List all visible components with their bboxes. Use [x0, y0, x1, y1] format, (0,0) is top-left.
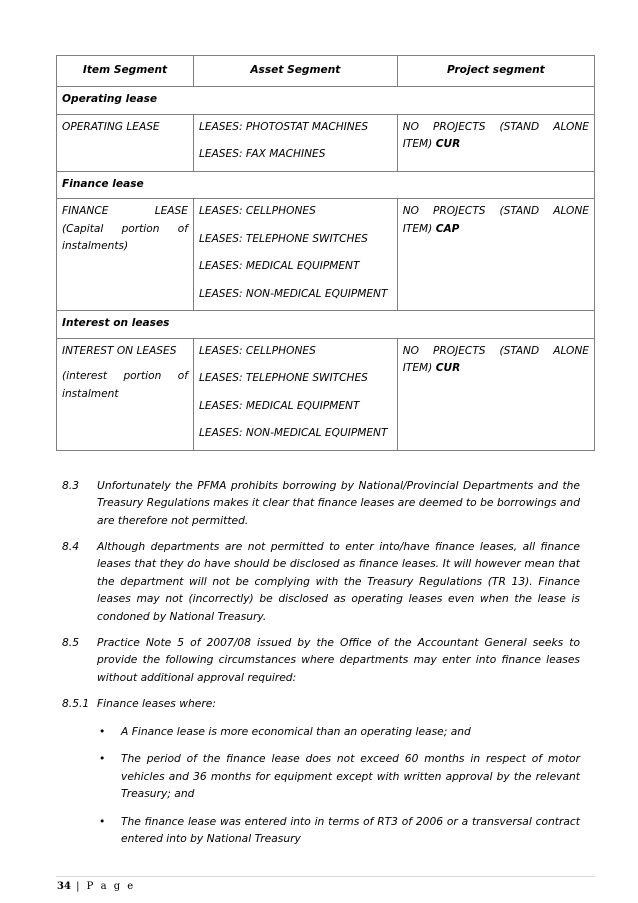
paragraph-8-5 [62, 634, 580, 686]
page-label: P a g e [86, 881, 136, 892]
list-item [97, 813, 580, 848]
bullet-icon: • [99, 814, 106, 828]
group-row-operating-lease [57, 87, 595, 114]
list-item [97, 750, 580, 802]
paragraph-8-5-1 [62, 695, 580, 712]
bullet-list [97, 723, 580, 857]
paragraph-8-4 [62, 538, 580, 625]
paragraph-text: Practice Note 5 of 2007/08 issued by the Office of the Accountant General seeks to provide the following circumstances where departments may enter into finance leases without additional approval required: [97, 636, 580, 684]
group-title: Operating lease [57, 87, 595, 114]
header-project-segment: Project segment [397, 56, 594, 87]
project-cell [397, 199, 594, 311]
project-cell [397, 338, 594, 450]
asset-item: LEASES: CELLPHONES [198, 344, 316, 357]
bullet-icon: • [99, 752, 106, 766]
asset-item: LEASES: MEDICAL EQUIPMENT [198, 260, 360, 273]
bullet-icon: • [99, 725, 106, 738]
asset-item: LEASES: CELLPHONES [198, 205, 316, 218]
footer-separator: | [76, 881, 82, 892]
asset-item: LEASES: PHOTOSTAT MACHINES [198, 120, 369, 133]
page-footer [57, 881, 135, 892]
paragraph-8-3 [62, 477, 580, 529]
paragraph-text: Finance leases where: [97, 697, 216, 710]
asset-item: LEASES: TELEPHONE SWITCHES [198, 372, 368, 385]
table-header-row [57, 56, 595, 87]
segment-table [56, 55, 595, 451]
project-text: NO PROJECTS (STAND ALONE ITEM) [402, 205, 589, 235]
item-subtext: (interest portion of instalment [62, 370, 188, 400]
table-row [57, 338, 595, 450]
item-cell [57, 338, 194, 450]
item-text: FINANCE LEASE [62, 205, 188, 218]
group-row-interest-on-leases [57, 311, 595, 338]
paragraph-number: 8.5 [62, 636, 79, 649]
table-row [57, 114, 595, 171]
project-code: CUR [435, 138, 461, 151]
project-code: CAP [435, 222, 460, 235]
paragraph-number: 8.4 [62, 540, 79, 553]
item-text: OPERATING LEASE [62, 120, 160, 133]
list-item [97, 723, 580, 740]
asset-cell [193, 199, 397, 311]
item-subtext: (Capital portion of instalments) [62, 222, 188, 253]
group-row-finance-lease [57, 171, 595, 198]
asset-item: LEASES: FAX MACHINES [198, 148, 326, 161]
paragraph-text: Although departments are not permitted to enter into/have finance leases, all finance leases that they do have should be disclosed as finance leases. It will however mean that the department will not be complying with the Treasury Regulations (TR 13). Finance leases may not (incorrectly) be disclosed as operating leases even when the lease is condoned by National Treasury. [97, 540, 580, 623]
asset-cell [193, 114, 397, 171]
item-cell [57, 114, 194, 171]
header-item-segment: Item Segment [57, 56, 194, 87]
item-text: INTEREST ON LEASES [62, 344, 177, 357]
project-cell [397, 114, 594, 171]
paragraph-number: 8.5.1 [62, 697, 90, 710]
asset-item: LEASES: NON-MEDICAL EQUIPMENT [198, 427, 388, 440]
project-text: NO PROJECTS (STAND ALONE ITEM) [402, 344, 589, 375]
page-number: 34 [57, 881, 71, 892]
header-asset-segment: Asset Segment [193, 56, 397, 87]
table-row [57, 199, 595, 311]
group-title: Interest on leases [57, 311, 595, 338]
asset-item: LEASES: TELEPHONE SWITCHES [198, 232, 368, 245]
asset-item: LEASES: MEDICAL EQUIPMENT [198, 399, 360, 412]
project-text: NO PROJECTS (STAND ALONE ITEM) [402, 120, 589, 151]
paragraph-text: Unfortunately the PFMA prohibits borrowing by National/Provincial Departments and the Treasury Regulations makes it clear that finance leases are deemed to be borrowings and are therefore not permitted. [97, 479, 580, 527]
item-cell [57, 199, 194, 311]
asset-cell [193, 338, 397, 450]
list-item-text: The finance lease was entered into in terms of RT3 of 2006 or a transversal contract entered into by National Treasury [121, 814, 580, 846]
list-item-text: A Finance lease is more economical than an operating lease; and [121, 725, 471, 738]
paragraph-number: 8.3 [62, 479, 79, 492]
asset-item: LEASES: NON-MEDICAL EQUIPMENT [198, 287, 388, 300]
project-code: CUR [435, 362, 461, 375]
footer-divider [56, 876, 595, 877]
list-item-text: The period of the finance lease does not exceed 60 months in respect of motor vehicles and 36 months for equipment except with written approval by the relevant Treasury; and [121, 752, 580, 801]
group-title: Finance lease [57, 171, 595, 198]
